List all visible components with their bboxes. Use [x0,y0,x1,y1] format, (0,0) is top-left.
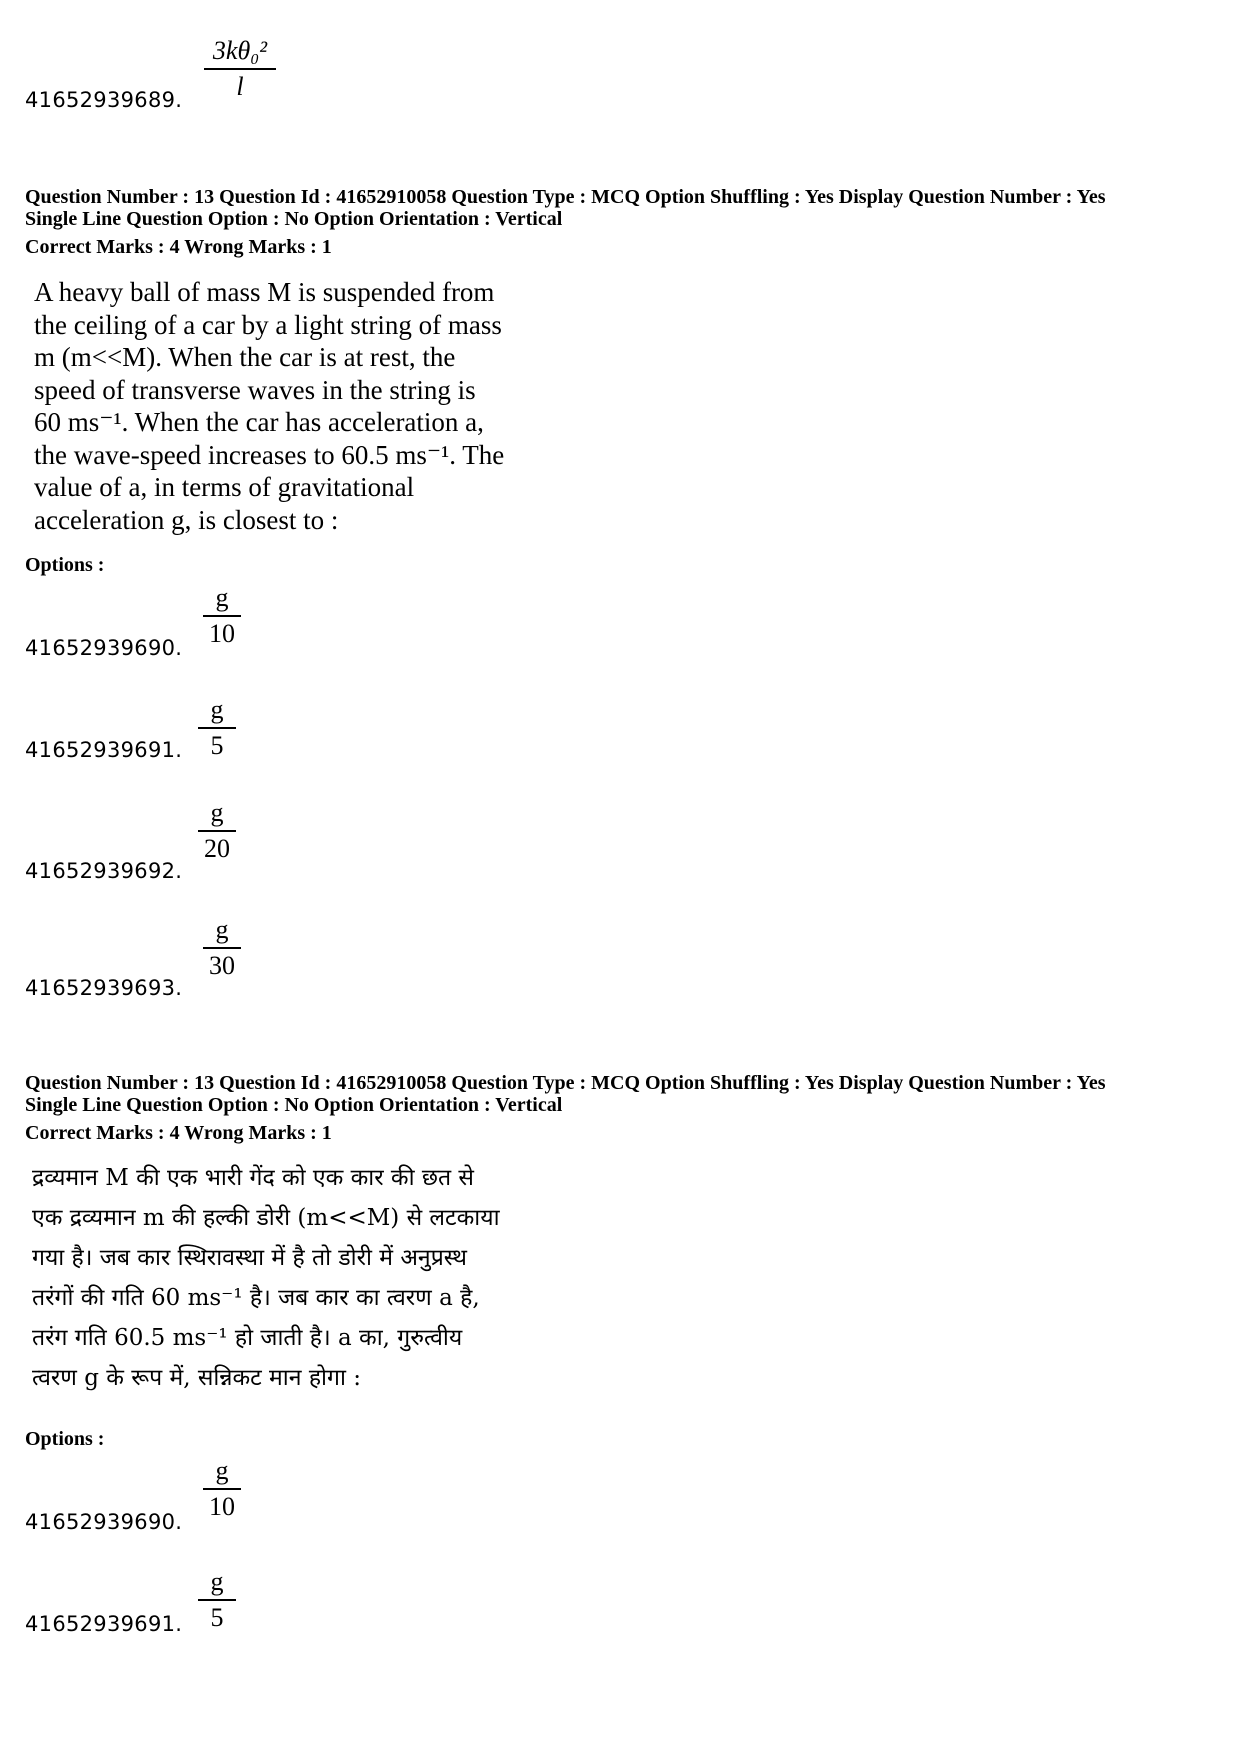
options-label: Options : [25,1428,105,1450]
formula-3ktheta-over-l [200,36,280,101]
question-meta-line-2: Single Line Question Option : No Option Orientation : Vertical [25,1094,563,1116]
question-text-english [34,276,536,536]
option-fraction [199,1456,245,1521]
fraction-denominator: 30 [209,951,235,980]
options-label: Options : [25,554,105,576]
fraction-bar [198,1599,236,1601]
question-line: the wave-speed increases to 60.5 ms⁻¹. The [34,439,505,470]
option-id: 41652939690. [25,1510,183,1534]
formula-denominator: l [236,72,244,101]
option-id: 41652939692. [25,859,183,883]
question-line: acceleration g, is closest to : [34,504,339,535]
fraction-bar [198,727,236,729]
option-id: 41652939689. [25,88,183,112]
fraction-bar [204,68,276,70]
option-id: 41652939691. [25,1612,183,1636]
fraction-denominator: 5 [210,731,224,760]
question-line: गया है। जब कार स्थिरावस्था में है तो डोरी में अनुप्रस्थ [32,1245,467,1271]
marks-line: Correct Marks : 4 Wrong Marks : 1 [25,236,332,258]
option-fraction [194,695,240,760]
marks-line: Correct Marks : 4 Wrong Marks : 1 [25,1122,332,1144]
fraction-denominator: 10 [209,1492,235,1521]
question-line: एक द्रव्यमान m की हल्की डोरी (m<<M) से लटकाया [32,1205,500,1231]
fraction-denominator: 10 [209,619,235,648]
fraction-numerator: g [215,915,229,944]
question-line: the ceiling of a car by a light string of mass [34,309,502,340]
fraction-bar [203,947,241,949]
question-meta-line-1: Question Number : 13 Question Id : 41652910058 Question Type : MCQ Option Shuffling : Yes Display Question Number : Yes [25,186,1106,208]
question-line: 60 ms⁻¹. When the car has acceleration a, [34,407,484,437]
question-line: तरंग गति 60.5 ms⁻¹ हो जाती है। a का, गुरुत्वीय [32,1325,463,1351]
question-meta-line-2: Single Line Question Option : No Option Orientation : Vertical [25,208,563,230]
question-line: speed of transverse waves in the string is [34,374,476,405]
option-id: 41652939693. [25,976,183,1000]
fraction-numerator: g [210,1567,224,1596]
fraction-numerator: g [215,583,229,612]
option-fraction [199,915,245,980]
formula-numerator: 3kθ₀² [212,36,268,65]
fraction-numerator: g [210,798,224,827]
question-line: A heavy ball of mass M is suspended from [34,277,495,307]
question-line: तरंगों की गति 60 ms⁻¹ है। जब कार का त्वरण a है, [32,1285,480,1311]
question-line: द्रव्यमान M की एक भारी गेंद को एक कार की छत से [32,1165,474,1191]
fraction-denominator: 20 [204,834,230,863]
question-text-hindi [32,1158,552,1398]
option-id: 41652939691. [25,738,183,762]
fraction-bar [203,1488,241,1490]
fraction-bar [203,615,241,617]
option-id: 41652939690. [25,636,183,660]
question-line: त्वरण g के रूप में, सन्निकट मान होगा : [32,1365,361,1391]
option-fraction [194,798,240,863]
question-meta-line-1: Question Number : 13 Question Id : 41652910058 Question Type : MCQ Option Shuffling : Yes Display Question Number : Yes [25,1072,1106,1094]
fraction-numerator: g [215,1456,229,1485]
option-fraction [199,583,245,648]
fraction-bar [198,830,236,832]
fraction-numerator: g [210,695,224,724]
question-line: m (m<<M). When the car is at rest, the [34,342,456,372]
fraction-denominator: 5 [210,1603,224,1632]
option-fraction [194,1567,240,1632]
question-line: value of a, in terms of gravitational [34,472,415,502]
